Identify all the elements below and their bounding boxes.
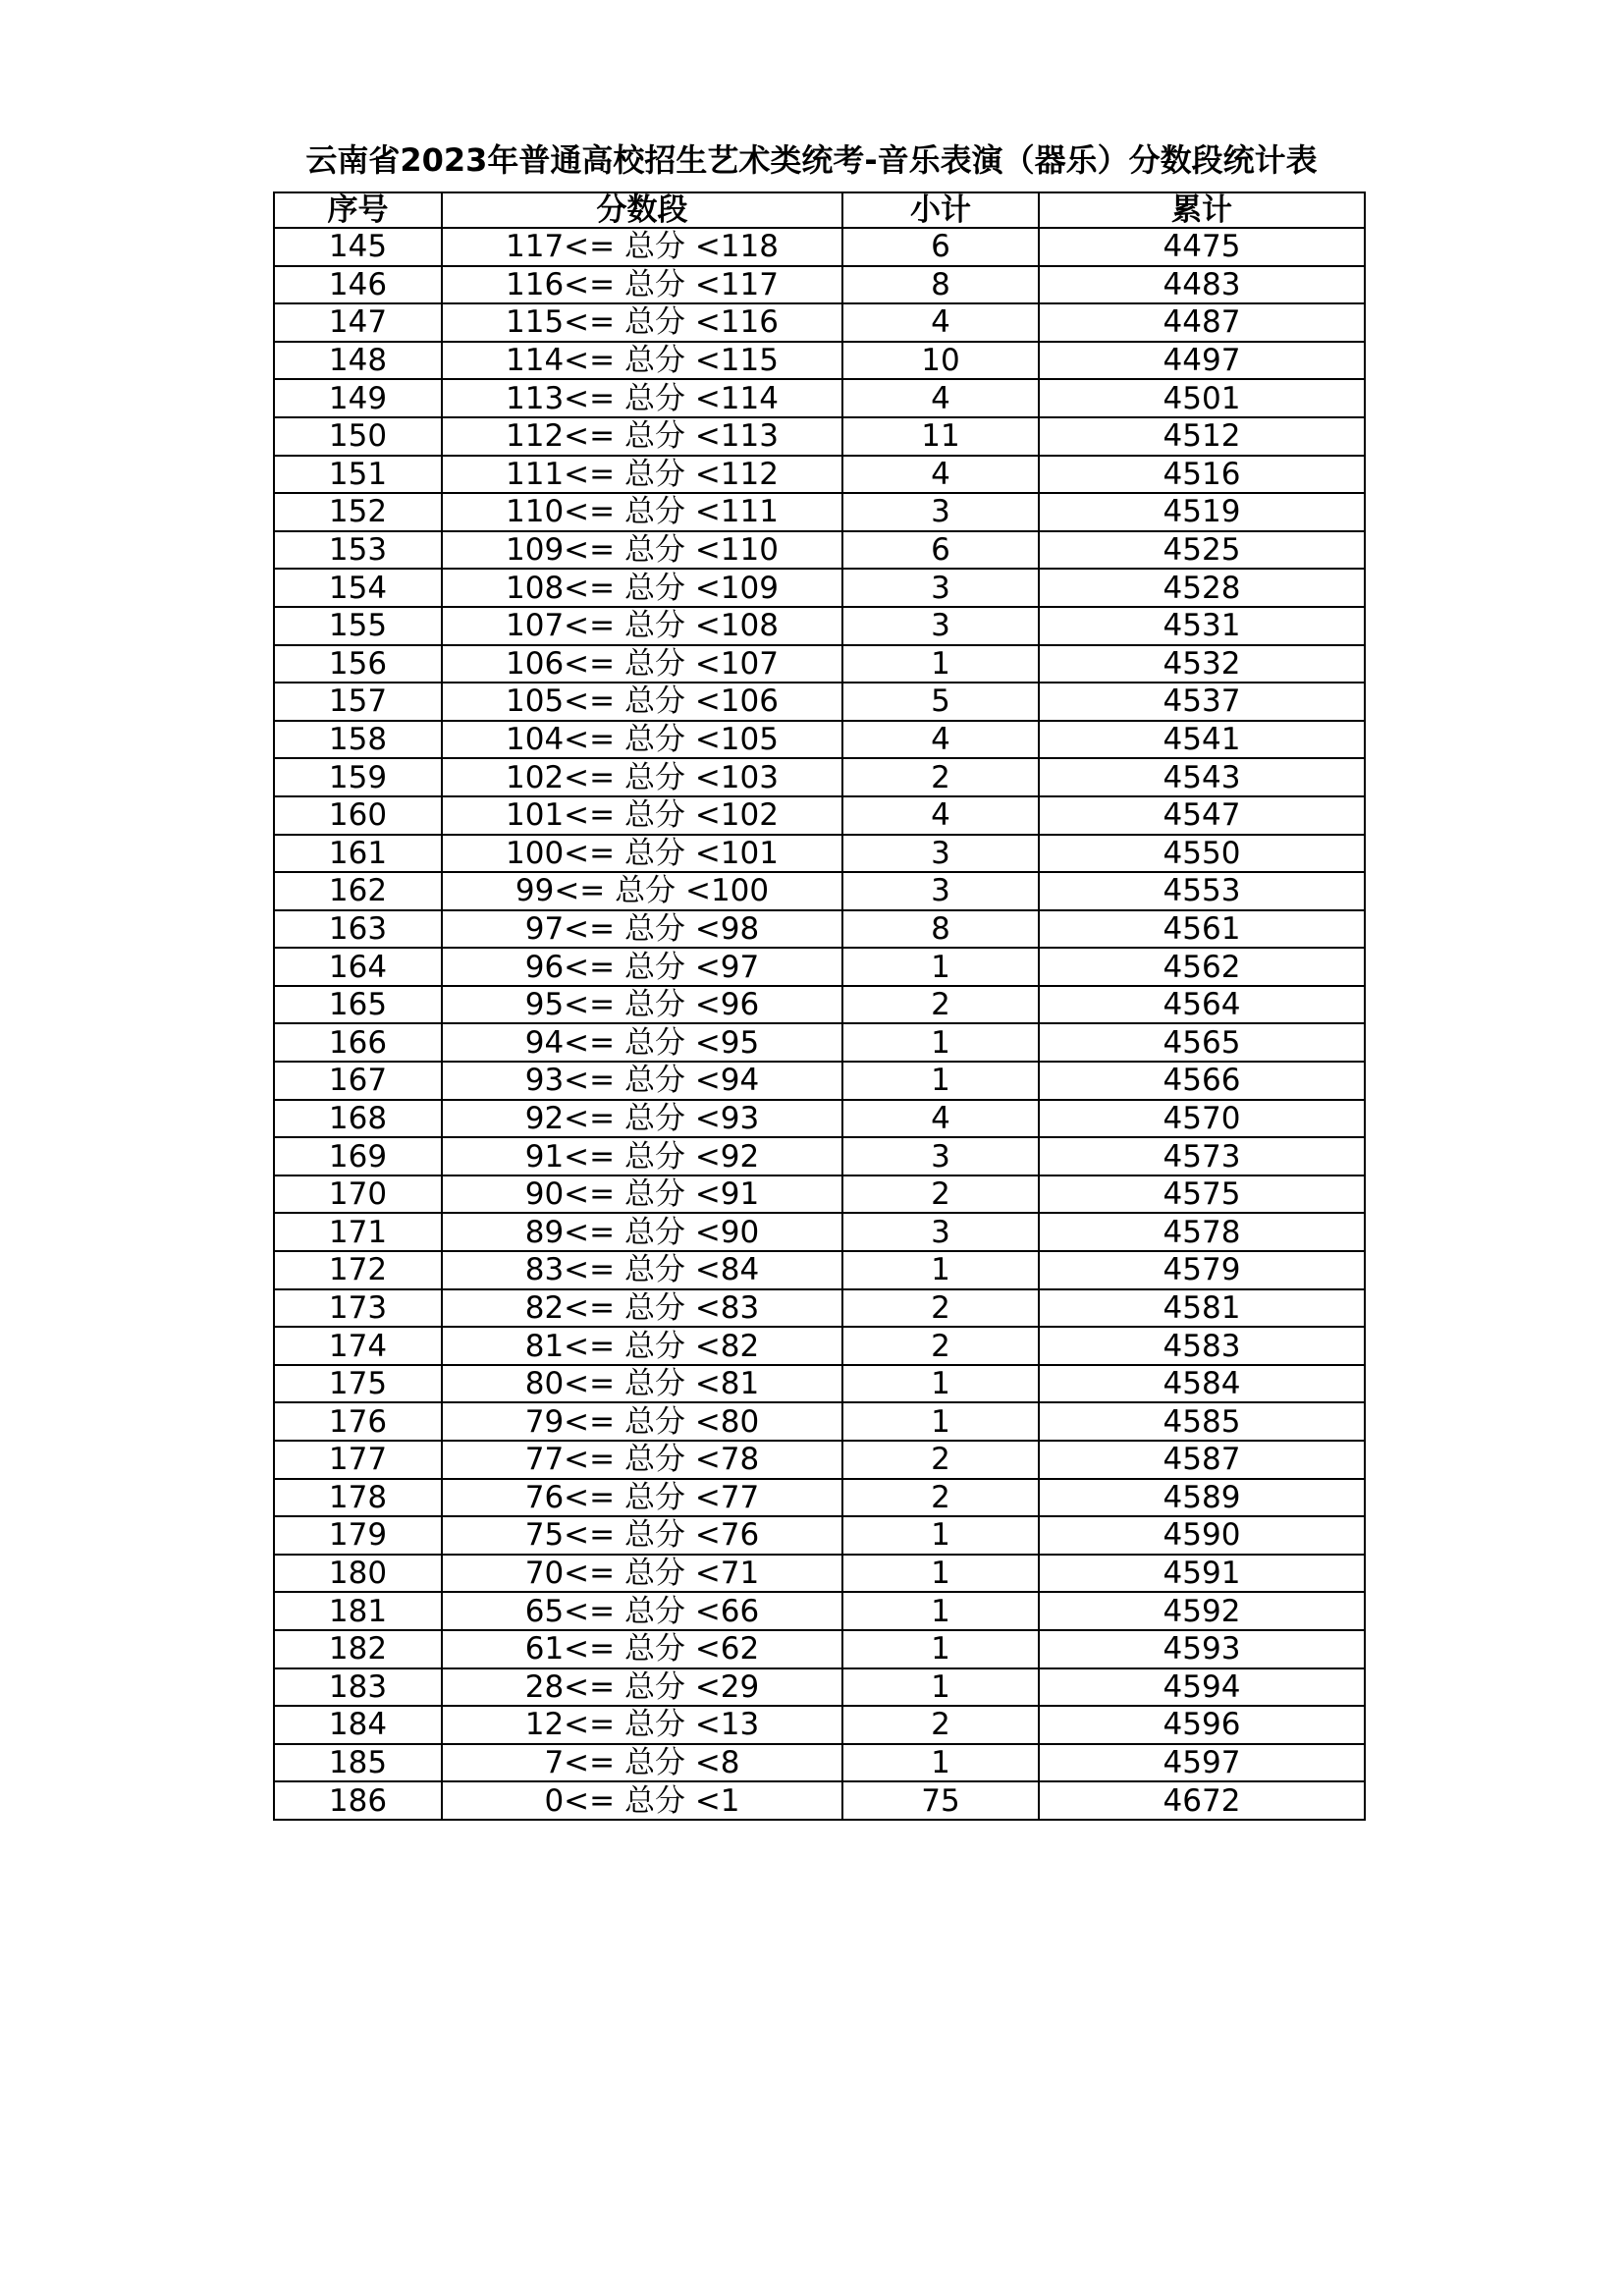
cell-score-range: 92<= 总分 <93: [442, 1100, 842, 1138]
table-row: [274, 1668, 1365, 1707]
cell-score-range: 108<= 总分 <109: [442, 569, 842, 607]
cell-subtotal: 3: [842, 835, 1039, 873]
cell-subtotal: 3: [842, 1213, 1039, 1251]
header-cumulative: 累计: [1039, 192, 1365, 228]
cell-index: 175: [274, 1365, 442, 1403]
cell-score-range: 7<= 总分 <8: [442, 1744, 842, 1782]
cell-cumulative: 4596: [1039, 1706, 1365, 1744]
cell-index: 161: [274, 835, 442, 873]
cell-cumulative: 4475: [1039, 228, 1365, 266]
table-row: [274, 1744, 1365, 1782]
cell-cumulative: 4525: [1039, 531, 1365, 570]
cell-index: 147: [274, 303, 442, 342]
cell-cumulative: 4672: [1039, 1781, 1365, 1820]
table-row: [274, 1630, 1365, 1668]
cell-cumulative: 4587: [1039, 1441, 1365, 1479]
cell-score-range: 82<= 总分 <83: [442, 1289, 842, 1328]
cell-subtotal: 11: [842, 417, 1039, 456]
cell-index: 146: [274, 266, 442, 304]
cell-cumulative: 4501: [1039, 379, 1365, 417]
cell-subtotal: 2: [842, 1479, 1039, 1517]
table-row: [274, 835, 1365, 873]
cell-cumulative: 4566: [1039, 1062, 1365, 1100]
cell-score-range: 94<= 总分 <95: [442, 1023, 842, 1062]
cell-score-range: 113<= 总分 <114: [442, 379, 842, 417]
cell-index: 160: [274, 796, 442, 835]
table-row: [274, 1175, 1365, 1214]
header-score-range: 分数段: [442, 192, 842, 228]
cell-index: 180: [274, 1555, 442, 1593]
cell-score-range: 97<= 总分 <98: [442, 910, 842, 949]
cell-score-range: 102<= 总分 <103: [442, 758, 842, 796]
cell-subtotal: 1: [842, 1402, 1039, 1441]
cell-subtotal: 2: [842, 986, 1039, 1024]
cell-cumulative: 4570: [1039, 1100, 1365, 1138]
table-row: [274, 1213, 1365, 1251]
cell-subtotal: 4: [842, 379, 1039, 417]
table-row: [274, 1592, 1365, 1630]
cell-cumulative: 4565: [1039, 1023, 1365, 1062]
cell-score-range: 83<= 总分 <84: [442, 1251, 842, 1289]
table-row: [274, 1327, 1365, 1365]
cell-cumulative: 4590: [1039, 1516, 1365, 1555]
cell-index: 177: [274, 1441, 442, 1479]
table-row: [274, 986, 1365, 1024]
cell-score-range: 75<= 总分 <76: [442, 1516, 842, 1555]
cell-cumulative: 4591: [1039, 1555, 1365, 1593]
table-row: [274, 1289, 1365, 1328]
cell-cumulative: 4594: [1039, 1668, 1365, 1707]
cell-subtotal: 6: [842, 531, 1039, 570]
cell-score-range: 105<= 总分 <106: [442, 683, 842, 721]
table-row: [274, 1516, 1365, 1555]
cell-index: 171: [274, 1213, 442, 1251]
cell-subtotal: 1: [842, 1516, 1039, 1555]
cell-score-range: 99<= 总分 <100: [442, 872, 842, 910]
header-row: [274, 192, 1365, 228]
cell-score-range: 104<= 总分 <105: [442, 721, 842, 759]
cell-index: 167: [274, 1062, 442, 1100]
table-row: [274, 683, 1365, 721]
cell-subtotal: 4: [842, 456, 1039, 494]
table-row: [274, 1441, 1365, 1479]
cell-index: 145: [274, 228, 442, 266]
cell-cumulative: 4581: [1039, 1289, 1365, 1328]
cell-index: 173: [274, 1289, 442, 1328]
cell-score-range: 115<= 总分 <116: [442, 303, 842, 342]
cell-index: 149: [274, 379, 442, 417]
cell-score-range: 28<= 总分 <29: [442, 1668, 842, 1707]
table-row: [274, 872, 1365, 910]
table-row: [274, 948, 1365, 986]
cell-cumulative: 4575: [1039, 1175, 1365, 1214]
cell-cumulative: 4583: [1039, 1327, 1365, 1365]
cell-subtotal: 4: [842, 721, 1039, 759]
cell-cumulative: 4497: [1039, 342, 1365, 380]
cell-score-range: 95<= 总分 <96: [442, 986, 842, 1024]
cell-subtotal: 3: [842, 607, 1039, 645]
cell-subtotal: 3: [842, 872, 1039, 910]
table-row: [274, 1023, 1365, 1062]
cell-score-range: 100<= 总分 <101: [442, 835, 842, 873]
cell-subtotal: 1: [842, 645, 1039, 683]
cell-subtotal: 1: [842, 1592, 1039, 1630]
cell-index: 169: [274, 1137, 442, 1175]
cell-index: 166: [274, 1023, 442, 1062]
cell-cumulative: 4516: [1039, 456, 1365, 494]
cell-cumulative: 4547: [1039, 796, 1365, 835]
cell-index: 164: [274, 948, 442, 986]
cell-cumulative: 4531: [1039, 607, 1365, 645]
cell-subtotal: 4: [842, 1100, 1039, 1138]
table-row: [274, 1555, 1365, 1593]
cell-score-range: 0<= 总分 <1: [442, 1781, 842, 1820]
cell-index: 170: [274, 1175, 442, 1214]
cell-subtotal: 5: [842, 683, 1039, 721]
cell-score-range: 111<= 总分 <112: [442, 456, 842, 494]
cell-subtotal: 1: [842, 1668, 1039, 1707]
cell-cumulative: 4550: [1039, 835, 1365, 873]
cell-cumulative: 4597: [1039, 1744, 1365, 1782]
table-row: [274, 1781, 1365, 1820]
cell-index: 162: [274, 872, 442, 910]
cell-index: 168: [274, 1100, 442, 1138]
cell-score-range: 101<= 总分 <102: [442, 796, 842, 835]
cell-cumulative: 4585: [1039, 1402, 1365, 1441]
cell-score-range: 89<= 总分 <90: [442, 1213, 842, 1251]
cell-index: 153: [274, 531, 442, 570]
table-row: [274, 1706, 1365, 1744]
cell-index: 151: [274, 456, 442, 494]
table-row: [274, 796, 1365, 835]
cell-cumulative: 4578: [1039, 1213, 1365, 1251]
table-row: [274, 379, 1365, 417]
cell-index: 184: [274, 1706, 442, 1744]
cell-score-range: 117<= 总分 <118: [442, 228, 842, 266]
cell-score-range: 93<= 总分 <94: [442, 1062, 842, 1100]
cell-cumulative: 4589: [1039, 1479, 1365, 1517]
cell-index: 159: [274, 758, 442, 796]
cell-score-range: 114<= 总分 <115: [442, 342, 842, 380]
score-distribution-table: [273, 191, 1366, 1821]
cell-cumulative: 4541: [1039, 721, 1365, 759]
cell-subtotal: 1: [842, 1630, 1039, 1668]
cell-subtotal: 2: [842, 758, 1039, 796]
cell-subtotal: 6: [842, 228, 1039, 266]
cell-index: 163: [274, 910, 442, 949]
cell-index: 183: [274, 1668, 442, 1707]
cell-subtotal: 1: [842, 1023, 1039, 1062]
table-row: [274, 910, 1365, 949]
cell-subtotal: 1: [842, 1251, 1039, 1289]
cell-cumulative: 4519: [1039, 493, 1365, 531]
cell-index: 172: [274, 1251, 442, 1289]
cell-index: 178: [274, 1479, 442, 1517]
cell-subtotal: 2: [842, 1327, 1039, 1365]
cell-subtotal: 1: [842, 1365, 1039, 1403]
table-row: [274, 266, 1365, 304]
cell-cumulative: 4532: [1039, 645, 1365, 683]
cell-index: 157: [274, 683, 442, 721]
cell-index: 174: [274, 1327, 442, 1365]
table-row: [274, 721, 1365, 759]
cell-score-range: 90<= 总分 <91: [442, 1175, 842, 1214]
table-row: [274, 645, 1365, 683]
cell-subtotal: 1: [842, 1555, 1039, 1593]
cell-cumulative: 4579: [1039, 1251, 1365, 1289]
cell-score-range: 65<= 总分 <66: [442, 1592, 842, 1630]
table-header: [274, 192, 1365, 228]
table-row: [274, 493, 1365, 531]
cell-score-range: 81<= 总分 <82: [442, 1327, 842, 1365]
cell-score-range: 70<= 总分 <71: [442, 1555, 842, 1593]
cell-subtotal: 8: [842, 910, 1039, 949]
table-row: [274, 417, 1365, 456]
cell-subtotal: 10: [842, 342, 1039, 380]
table-row: [274, 758, 1365, 796]
cell-cumulative: 4592: [1039, 1592, 1365, 1630]
cell-subtotal: 4: [842, 796, 1039, 835]
cell-subtotal: 3: [842, 569, 1039, 607]
cell-cumulative: 4487: [1039, 303, 1365, 342]
table-row: [274, 569, 1365, 607]
cell-index: 165: [274, 986, 442, 1024]
table-row: [274, 1062, 1365, 1100]
table-row: [274, 607, 1365, 645]
cell-score-range: 77<= 总分 <78: [442, 1441, 842, 1479]
table-row: [274, 456, 1365, 494]
cell-score-range: 76<= 总分 <77: [442, 1479, 842, 1517]
table-row: [274, 303, 1365, 342]
cell-subtotal: 2: [842, 1289, 1039, 1328]
cell-score-range: 96<= 总分 <97: [442, 948, 842, 986]
cell-index: 179: [274, 1516, 442, 1555]
cell-score-range: 80<= 总分 <81: [442, 1365, 842, 1403]
cell-score-range: 79<= 总分 <80: [442, 1402, 842, 1441]
table-row: [274, 342, 1365, 380]
cell-subtotal: 3: [842, 1137, 1039, 1175]
cell-cumulative: 4573: [1039, 1137, 1365, 1175]
cell-subtotal: 1: [842, 1062, 1039, 1100]
cell-score-range: 12<= 总分 <13: [442, 1706, 842, 1744]
document-title: 云南省2023年普通高校招生艺术类统考-音乐表演（器乐）分数段统计表: [305, 141, 1318, 179]
cell-cumulative: 4593: [1039, 1630, 1365, 1668]
cell-index: 181: [274, 1592, 442, 1630]
cell-subtotal: 75: [842, 1781, 1039, 1820]
cell-subtotal: 4: [842, 303, 1039, 342]
table-row: [274, 228, 1365, 266]
cell-score-range: 110<= 总分 <111: [442, 493, 842, 531]
cell-subtotal: 2: [842, 1441, 1039, 1479]
header-index: 序号: [274, 192, 442, 228]
cell-subtotal: 2: [842, 1175, 1039, 1214]
cell-index: 182: [274, 1630, 442, 1668]
cell-cumulative: 4584: [1039, 1365, 1365, 1403]
cell-score-range: 112<= 总分 <113: [442, 417, 842, 456]
table-row: [274, 1251, 1365, 1289]
cell-index: 185: [274, 1744, 442, 1782]
table-row: [274, 1365, 1365, 1403]
cell-subtotal: 1: [842, 948, 1039, 986]
table-row: [274, 1402, 1365, 1441]
cell-score-range: 109<= 总分 <110: [442, 531, 842, 570]
cell-score-range: 91<= 总分 <92: [442, 1137, 842, 1175]
cell-cumulative: 4543: [1039, 758, 1365, 796]
cell-index: 176: [274, 1402, 442, 1441]
cell-cumulative: 4537: [1039, 683, 1365, 721]
table-row: [274, 1137, 1365, 1175]
cell-score-range: 107<= 总分 <108: [442, 607, 842, 645]
cell-index: 158: [274, 721, 442, 759]
cell-subtotal: 3: [842, 493, 1039, 531]
cell-index: 186: [274, 1781, 442, 1820]
cell-subtotal: 2: [842, 1706, 1039, 1744]
cell-index: 155: [274, 607, 442, 645]
cell-cumulative: 4562: [1039, 948, 1365, 986]
table-row: [274, 1479, 1365, 1517]
cell-cumulative: 4561: [1039, 910, 1365, 949]
table-row: [274, 531, 1365, 570]
cell-index: 150: [274, 417, 442, 456]
cell-cumulative: 4553: [1039, 872, 1365, 910]
cell-cumulative: 4564: [1039, 986, 1365, 1024]
cell-cumulative: 4512: [1039, 417, 1365, 456]
table-row: [274, 1100, 1365, 1138]
cell-subtotal: 8: [842, 266, 1039, 304]
cell-index: 156: [274, 645, 442, 683]
cell-cumulative: 4483: [1039, 266, 1365, 304]
cell-score-range: 106<= 总分 <107: [442, 645, 842, 683]
cell-index: 154: [274, 569, 442, 607]
cell-score-range: 116<= 总分 <117: [442, 266, 842, 304]
cell-cumulative: 4528: [1039, 569, 1365, 607]
cell-index: 148: [274, 342, 442, 380]
cell-score-range: 61<= 总分 <62: [442, 1630, 842, 1668]
header-subtotal: 小计: [842, 192, 1039, 228]
cell-index: 152: [274, 493, 442, 531]
cell-subtotal: 1: [842, 1744, 1039, 1782]
table-body: [274, 228, 1365, 1820]
